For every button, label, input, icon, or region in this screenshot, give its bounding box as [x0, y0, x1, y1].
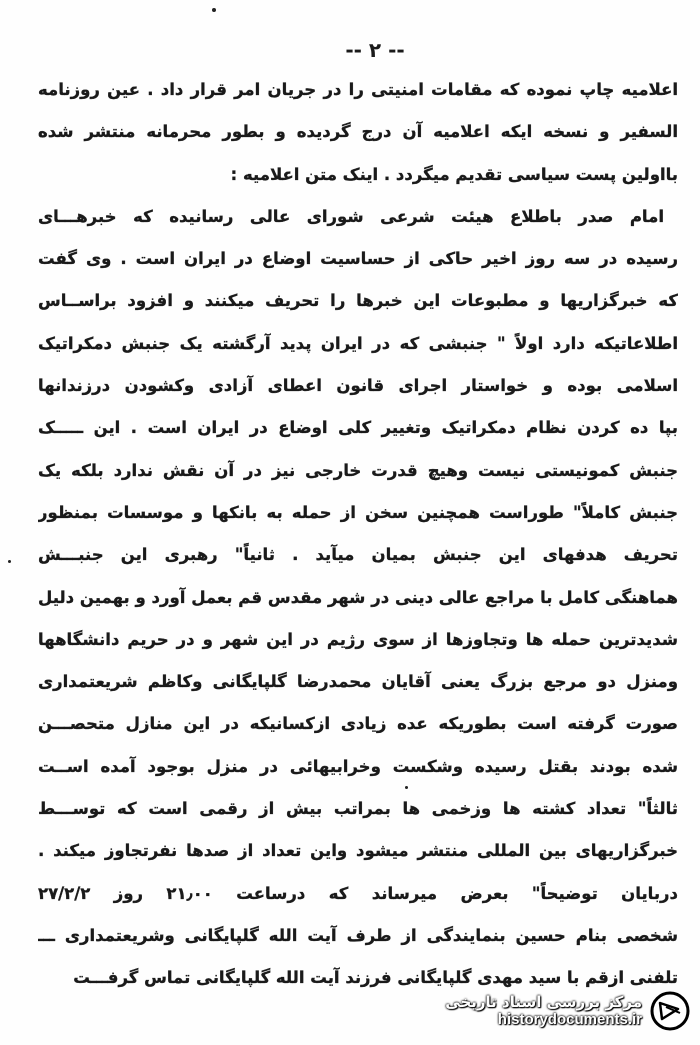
watermark-url: historydocuments.ir	[497, 1011, 642, 1028]
text-line: ومنزل دو مرجع بزرگ یعنی آقایان محمدرضا گلپایگانی وکاظم شریعتمداری	[38, 672, 678, 692]
text-line: اعلامیه چاپ نموده که مقامات امنیتی را در جریان امر قرار داد . عین روزنامه	[38, 80, 678, 99]
scan-speck	[405, 786, 408, 789]
page-number: -- ۲ --	[345, 38, 405, 62]
text-line: اطلاعاتیکه دارد اولاً " جنبشی که در ایران پدید آرگشته یک جنبش دمکراتیک	[38, 333, 678, 353]
text-line: شده بودند بقتل رسیده وشکست وخرابیهائی در منزل بوجود آمده اســت	[38, 756, 678, 776]
text-line: خبرگزاریهای بین المللی منتشر میشود واین تعداد از صدها نفرتجاوز میکند .	[38, 841, 678, 861]
historydocuments-logo-icon	[650, 991, 690, 1031]
text-line: که خبرگزاریها و مطبوعات این خبرها را تحریف میکنند و افزود براســاس	[38, 291, 678, 311]
text-line: ثالثاً" تعداد کشته ها وزخمی ها بمراتب بیش از رقمی است که توســـط	[38, 799, 678, 819]
text-line: جنبش کمونیستی نیست وهیچ قدرت خارجی نیز در آن نقش ندارد بلکه یک	[38, 460, 678, 480]
text-line: شخصی بنام حسین بنمایندگی از طرف آیت الله گلپایگانی وشریعتمداری ـــ	[38, 925, 678, 945]
text-line: اسلامی بوده و خواستار اجرای قانون اعطای آزادی وکشودن درزندانها	[38, 376, 678, 396]
text-line: السفیر و نسخه ایکه اعلامیه آن درج گردیده و بطور محرمانه منتشر شده	[38, 122, 678, 142]
text-line: شدیدترین حمله ها وتجاوزها از سوی رژیم در این شهر و در حریم دانشگاهها	[38, 629, 678, 649]
text-line: بااولین پست سیاسی تقدیم میگردد . اینک متن اعلامیه :	[230, 164, 678, 184]
text-line: رسیده در سه روز اخیر حاکی از حساسیت اوضاع در ایران است . وی گفت	[38, 249, 678, 269]
text-line: صورت گرفته است بطوریکه عده زیادی ازکسانیکه در این منازل متحصـــن	[38, 714, 678, 734]
text-line: امام صدر باطلاع هیئت شرعی شورای عالی رسانیده که خبرهـــای	[38, 206, 664, 226]
document-body	[38, 75, 678, 1006]
text-line: تلفنی ازقم با سید مهدی گلپایگانی فرزند آیت الله گلپایگانی تماس گرفـــت	[73, 968, 678, 988]
watermark-text	[445, 994, 642, 1029]
text-line: تحریف هدفهای این جنبش بمیان میآید . ثانیاً" رهبری این جنبـــش	[38, 545, 678, 565]
text-line: دربایان توضیحاً" بعرض میرساند که درساعت ۲۱٫۰۰ روز ۲۷/۲/۲	[38, 883, 678, 903]
text-line: جنبش کاملاً" طوراست همچنین سخن از حمله به بانکها و موسسات بمنظور	[38, 502, 678, 522]
watermark-title: مرکز بررسی اسناد تاریخی	[445, 992, 642, 1011]
text-line: بپا ده کردن نظام دمکراتیک وتغییر کلی اوضاع در ایران است . این ـــــک	[38, 418, 678, 438]
text-line: هماهنگی کامل با مراجع عالی دینی در شهر مقدس قم بعمل آورد و بهمین دلیل	[38, 587, 678, 607]
scan-speck	[8, 560, 11, 563]
scan-speck	[212, 8, 216, 12]
watermark	[390, 987, 690, 1035]
